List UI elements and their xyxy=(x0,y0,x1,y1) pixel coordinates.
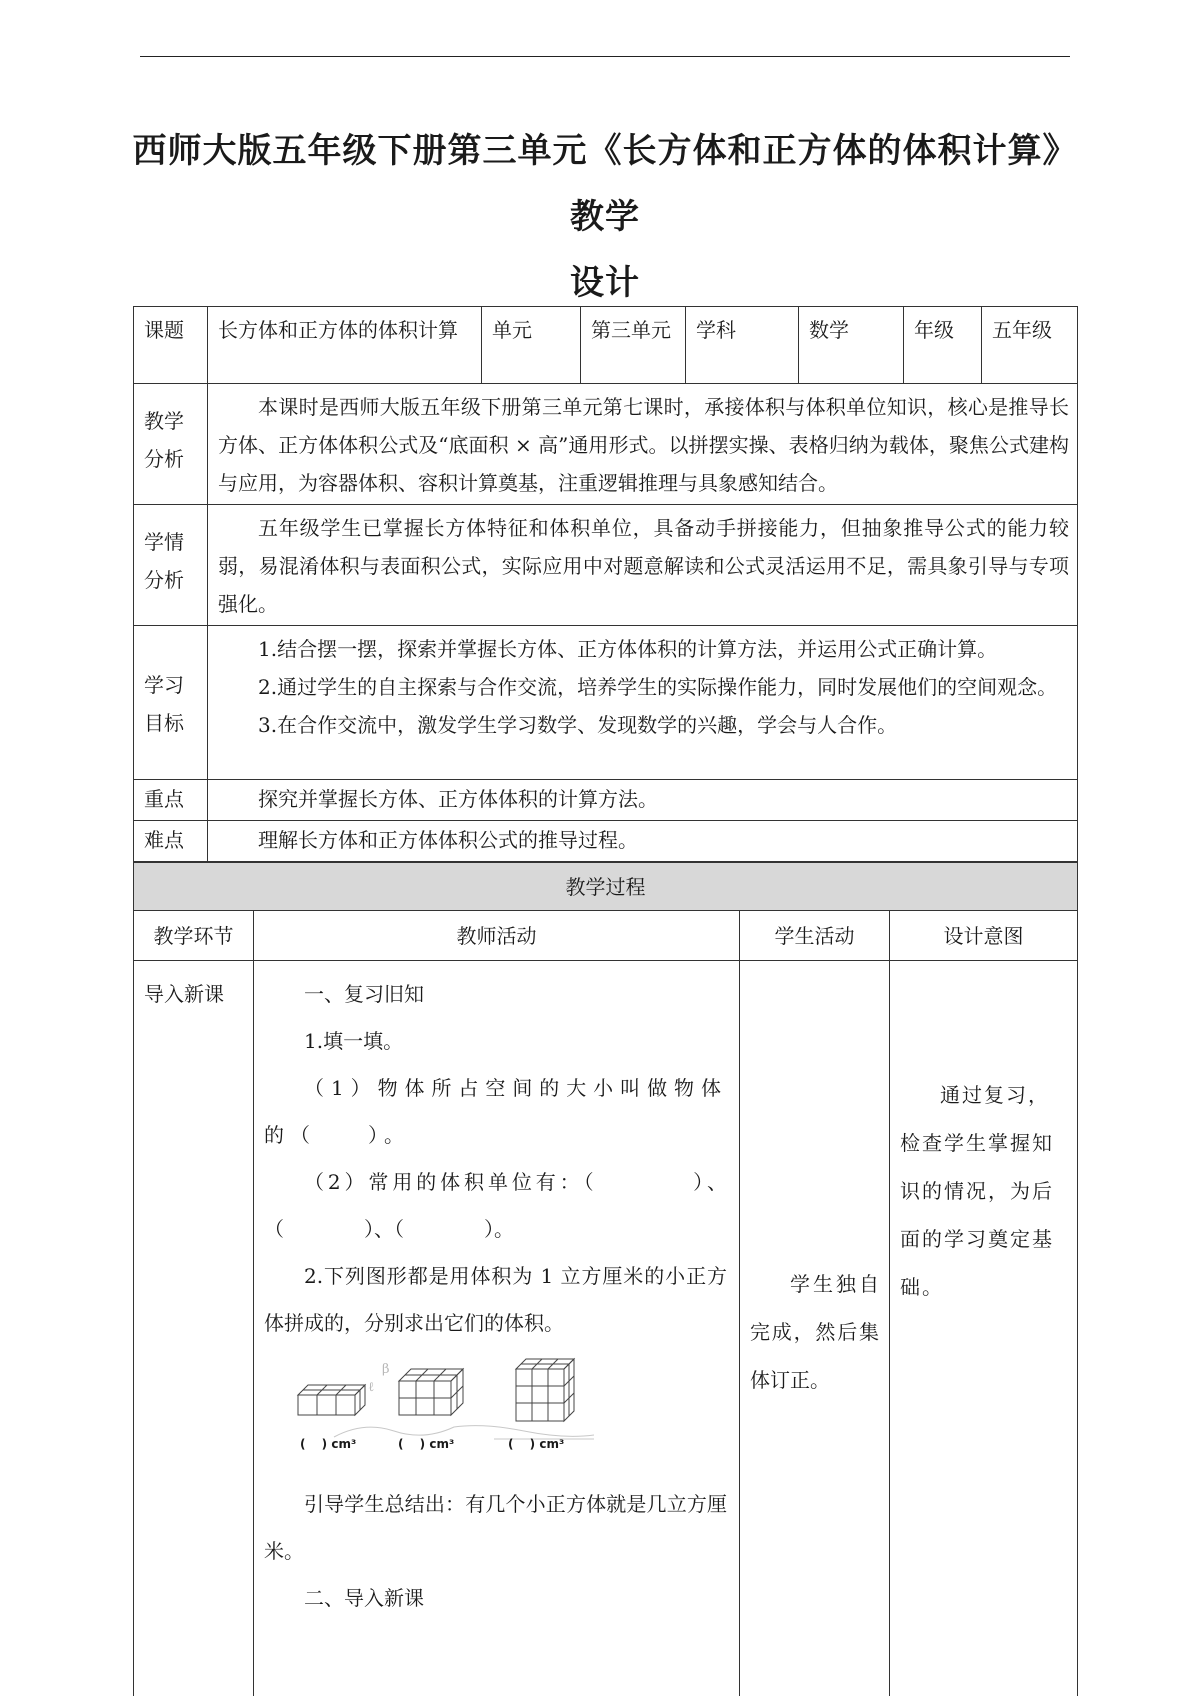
goal-item: 3.在合作交流中，激发学生学习数学、发现数学的兴趣，学会与人合作。 xyxy=(258,713,898,737)
teacher-activity xyxy=(254,961,740,1696)
subject-value: 数学 xyxy=(799,307,904,384)
design-intent: 通过复习，检查学生掌握知识的情况，为后面的学习奠定基础。 xyxy=(890,961,1078,1696)
teaching-analysis-text: 本课时是西师大版五年级下册第三单元第七课时，承接体积与体积单位知识，核心是推导长方体、正方体体积公式及“底面积 × 高”通用形式。以拼摆实操、表格归纳为载体，聚焦公式建构与应用，为容器体积、容积计算奠基，注重逻辑推理与具象感知结合。 xyxy=(208,384,1078,505)
difficulty-text: 理解长方体和正方体体积公式的推导过程。 xyxy=(208,821,1078,862)
student-analysis-text: 五年级学生已掌握长方体特征和体积单位，具备动手拼接能力，但抽象推导公式的能力较弱，易混淆体积与表面积公式，实际应用中对题意解读和公式灵活运用不足，需具象引导与专项强化。 xyxy=(208,505,1078,626)
topic-value: 长方体和正方体的体积计算 xyxy=(208,307,482,384)
learning-goals-list xyxy=(208,626,1078,780)
key-point-label: 重点 xyxy=(134,780,208,821)
header-rule xyxy=(140,56,1070,57)
cube-stacks-illustration xyxy=(294,1351,594,1441)
grade-value: 五年级 xyxy=(982,307,1078,384)
subject-label: 学科 xyxy=(686,307,799,384)
teaching-analysis-label: 教学 分析 xyxy=(134,384,208,505)
header-design-intent: 设计意图 xyxy=(890,911,1078,961)
question-2: （2）常用的体积单位有：（ ）、（ ）、（ ）。 xyxy=(264,1170,727,1241)
cube-caption-2: ( ) cm³ xyxy=(398,1437,455,1451)
learning-goals-label: 学习 目标 xyxy=(134,626,208,780)
goal-item: 2.通过学生的自主探索与合作交流，培养学生的实际操作能力，同时发展他们的空间观念。 xyxy=(258,675,1058,699)
process-section-row xyxy=(134,863,1078,911)
process-body-row xyxy=(134,961,1078,1696)
header-teacher-activity: 教师活动 xyxy=(254,911,740,961)
process-section-title: 教学过程 xyxy=(134,863,1078,911)
difficulty-row xyxy=(134,821,1078,862)
header-student-activity: 学生活动 xyxy=(740,911,890,961)
question-3: 2.下列图形都是用体积为 1 立方厘米的小正方体拼成的，分别求出它们的体积。 xyxy=(264,1264,727,1335)
student-analysis-row xyxy=(134,505,1078,626)
lesson-info-table xyxy=(133,306,1078,862)
summary-text: 引导学生总结出：有几个小正方体就是几立方厘米。 xyxy=(264,1492,727,1563)
unit-label: 单元 xyxy=(482,307,581,384)
process-header-row xyxy=(134,911,1078,961)
stage-name: 导入新课 xyxy=(134,961,254,1696)
info-row xyxy=(134,307,1078,384)
cube-caption-3: ( ) cm³ xyxy=(508,1437,565,1451)
topic-label: 课题 xyxy=(134,307,208,384)
unit-value: 第三单元 xyxy=(581,307,686,384)
key-point-row xyxy=(134,780,1078,821)
cube-caption-1: ( ) cm³ xyxy=(300,1437,357,1451)
key-point-text: 探究并掌握长方体、正方体体积的计算方法。 xyxy=(208,780,1078,821)
difficulty-label: 难点 xyxy=(134,821,208,862)
teaching-analysis-row xyxy=(134,384,1078,505)
question-1: （1）物体所占空间的大小叫做物体的（ ）。 xyxy=(264,1076,727,1147)
learning-goals-row xyxy=(134,626,1078,780)
teaching-process-table xyxy=(133,862,1078,1696)
watermark-mark: β xyxy=(382,1362,390,1377)
fill-heading: 1.填一填。 xyxy=(304,1029,404,1053)
goal-item: 1.结合摆一摆，探索并掌握长方体、正方体体积的计算方法，并运用公式正确计算。 xyxy=(258,637,998,661)
title-line-2: 设计 xyxy=(570,263,640,303)
cube-figure xyxy=(264,1351,727,1471)
watermark-mark: ℓ xyxy=(368,1380,375,1395)
document-title xyxy=(130,118,1080,316)
review-heading: 一、复习旧知 xyxy=(304,982,424,1006)
student-analysis-label: 学情 分析 xyxy=(134,505,208,626)
grade-label: 年级 xyxy=(904,307,982,384)
header-stage: 教学环节 xyxy=(134,911,254,961)
title-line-1: 西师大版五年级下册第三单元《长方体和正方体的体积计算》教学 xyxy=(132,131,1078,237)
new-lesson-heading: 二、导入新课 xyxy=(304,1586,424,1610)
student-activity: 学生独自完成，然后集体订正。 xyxy=(740,961,890,1696)
